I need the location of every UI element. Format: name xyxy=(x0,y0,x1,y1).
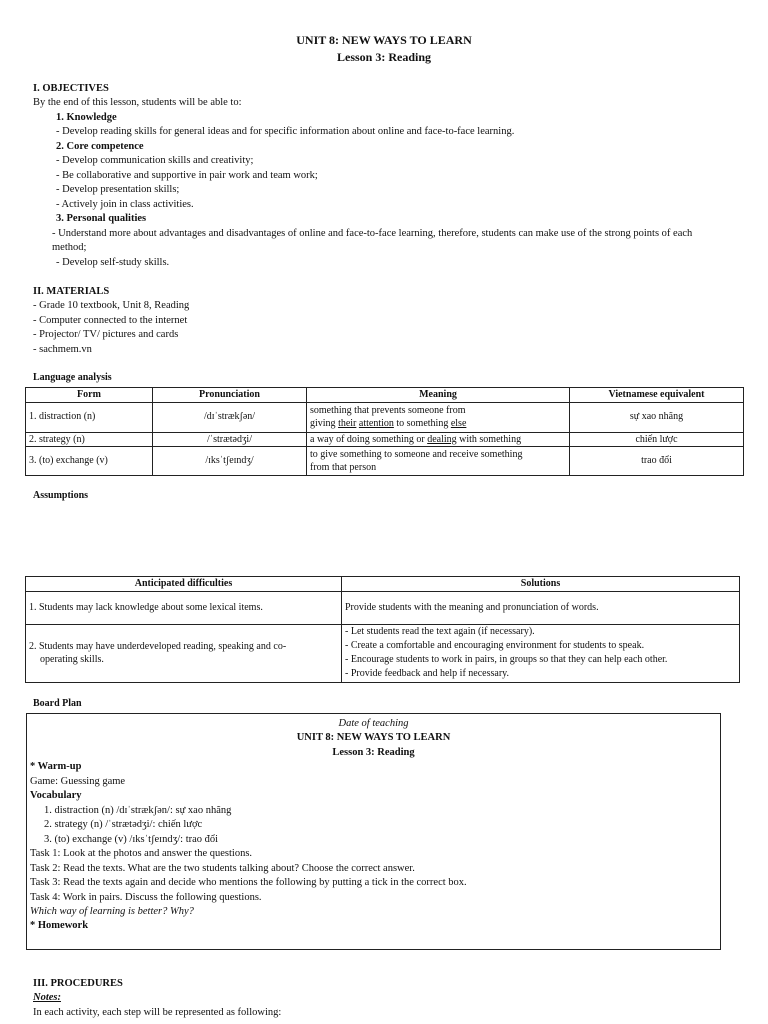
solution-cell xyxy=(342,624,740,682)
assumptions-heading: Assumptions xyxy=(33,490,89,501)
materials-heading: II. MATERIALS xyxy=(33,286,110,297)
qualities-heading: 3. Personal qualities xyxy=(56,213,147,224)
pronunciation-cell: /dɪˈstrækʃən/ xyxy=(153,402,307,432)
competence-item: - Be collaborative and supportive in pair work and team work; xyxy=(56,170,318,181)
vocab-item: 1. distraction (n) /dɪˈstrækʃən/: sự xao nhãng xyxy=(44,805,232,816)
qualities-item: - Develop self-study skills. xyxy=(56,257,170,268)
knowledge-heading: 1. Knowledge xyxy=(56,112,117,123)
vocabulary-heading: Vocabulary xyxy=(30,790,82,801)
task-item: Task 4: Work in pairs. Discuss the following questions. xyxy=(30,892,262,903)
warmup-game: Game: Guessing game xyxy=(30,776,126,787)
knowledge-item: - Develop reading skills for general ideas and for specific information about online and face-to-face learning. xyxy=(56,126,515,137)
competence-heading: 2. Core competence xyxy=(56,141,144,152)
meaning-cell xyxy=(307,402,570,432)
task-item: Task 1: Look at the photos and answer the questions. xyxy=(30,848,253,859)
table-row xyxy=(26,402,744,432)
column-header: Form xyxy=(26,388,153,403)
competence-item: - Develop presentation skills; xyxy=(56,184,180,195)
table-row xyxy=(26,447,744,476)
vietnamese-cell: trao đổi xyxy=(570,447,744,476)
pronunciation-cell: /ˈstrætədʒi/ xyxy=(153,432,307,447)
column-header: Vietnamese equivalent xyxy=(570,388,744,403)
discussion-question: Which way of learning is better? Why? xyxy=(30,906,194,917)
materials-item: - Projector/ TV/ pictures and cards xyxy=(33,329,179,340)
column-header: Meaning xyxy=(307,388,570,403)
solution-item: - Create a comfortable and encouraging environment for students to speak. xyxy=(345,639,645,651)
homework-heading: * Homework xyxy=(30,920,89,931)
column-header: Anticipated difficulties xyxy=(26,577,342,592)
language-analysis-heading: Language analysis xyxy=(33,372,112,383)
column-header: Solutions xyxy=(342,577,740,592)
meaning-cell xyxy=(307,447,570,476)
meaning-text: something that prevents someone from xyxy=(310,404,466,416)
column-header: Pronunciation xyxy=(153,388,307,403)
difficulty-cell xyxy=(26,624,342,682)
competence-item: - Develop communication skills and creativity; xyxy=(56,155,254,166)
vietnamese-cell: chiến lược xyxy=(570,432,744,447)
board-plan-box xyxy=(26,713,721,950)
pronunciation-cell: /ɪksˈtʃeɪndʒ/ xyxy=(153,447,307,476)
meaning-text: with something xyxy=(459,433,522,445)
language-analysis-table xyxy=(25,387,744,476)
form-cell: 1. distraction (n) xyxy=(26,402,153,432)
table-row xyxy=(26,624,740,682)
meaning-link[interactable]: attention xyxy=(358,418,394,429)
meaning-text: to give something to someone and receive something xyxy=(310,448,523,460)
materials-item: - Grade 10 textbook, Unit 8, Reading xyxy=(33,300,190,311)
meaning-text: giving xyxy=(310,418,336,429)
materials-item: - Computer connected to the internet xyxy=(33,315,188,326)
procedures-heading: III. PROCEDURES xyxy=(33,978,123,989)
difficulty-text: operating skills. xyxy=(40,654,104,666)
competence-item: - Actively join in class activities. xyxy=(56,199,194,210)
lesson-title: Lesson 3: Reading xyxy=(336,50,431,64)
qualities-item: - Understand more about advantages and disadvantages of online and face-to-face learning, therefore, students can make use of the strong points of each xyxy=(52,228,693,239)
objectives-heading: I. OBJECTIVES xyxy=(33,83,109,94)
vietnamese-cell: sự xao nhãng xyxy=(570,402,744,432)
vocab-item: 2. strategy (n) /ˈstrætədʒi/: chiến lược xyxy=(44,819,203,830)
vocab-item: 3. (to) exchange (v) /ɪksˈtʃeɪndʒ/: trao đổi xyxy=(44,834,219,845)
meaning-cell xyxy=(307,432,570,447)
warmup-heading: * Warm-up xyxy=(30,761,82,772)
form-cell: 2. strategy (n) xyxy=(26,432,153,447)
assumptions-table xyxy=(25,576,740,683)
table-header-row xyxy=(26,577,740,592)
qualities-item-cont: method; xyxy=(52,242,87,253)
meaning-link[interactable]: else xyxy=(450,418,467,429)
solution-cell: Provide students with the meaning and pronunciation of words. xyxy=(342,591,740,624)
difficulty-cell: 1. Students may lack knowledge about some lexical items. xyxy=(26,591,342,624)
meaning-text: to something xyxy=(396,418,449,429)
materials-item: - sachmem.vn xyxy=(33,344,92,355)
date-of-teaching: Date of teaching xyxy=(338,718,409,729)
solution-item: - Let students read the text again (if necessary). xyxy=(345,625,535,637)
board-lesson-title: Lesson 3: Reading xyxy=(332,747,415,758)
board-plan-heading: Board Plan xyxy=(33,698,82,709)
unit-title: UNIT 8: NEW WAYS TO LEARN xyxy=(296,33,472,47)
table-row xyxy=(26,591,740,624)
procedures-intro: In each activity, each step will be represented as following: xyxy=(33,1007,282,1018)
table-row xyxy=(26,432,744,447)
task-item: Task 2: Read the texts. What are the two students talking about? Choose the correct answer. xyxy=(30,863,415,874)
board-unit-title: UNIT 8: NEW WAYS TO LEARN xyxy=(296,732,451,743)
meaning-text: from that person xyxy=(310,462,377,473)
meaning-link[interactable]: dealing xyxy=(427,433,457,445)
form-cell: 3. (to) exchange (v) xyxy=(26,447,153,476)
objectives-intro: By the end of this lesson, students will be able to: xyxy=(33,97,242,108)
difficulty-text: 2. Students may have underdeveloped reading, speaking and co- xyxy=(29,640,287,652)
notes-label: Notes: xyxy=(33,992,61,1003)
solution-item: - Encourage students to work in pairs, in groups so that they can help each other. xyxy=(345,654,668,666)
meaning-link[interactable]: their xyxy=(338,418,357,429)
meaning-text: a way of doing something or xyxy=(310,433,425,445)
table-header-row xyxy=(26,388,744,403)
solution-item: - Provide feedback and help if necessary. xyxy=(345,668,510,680)
task-item: Task 3: Read the texts again and decide who mentions the following by putting a tick in the correct box. xyxy=(30,877,467,888)
